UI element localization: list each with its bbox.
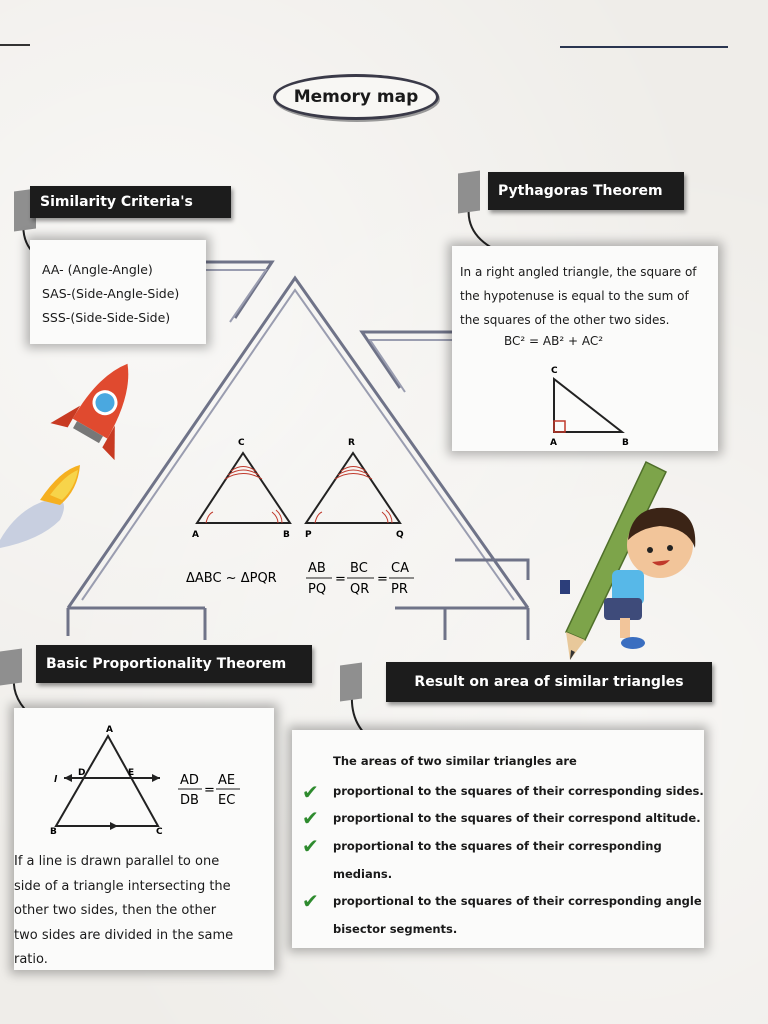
boy-with-pencil-icon [560,462,695,660]
triangle-pqr [306,453,400,523]
pyth-vertex-c: C [551,366,558,376]
bpt-ratio-d2: EC [218,793,236,808]
ratio2-num: BC [350,561,368,576]
bpt-ratio-d1: DB [180,793,199,808]
bpt-vertex-b: B [50,827,57,837]
bpt-line-3: other two sides, then the other [14,903,217,918]
pythagoras-banner: Pythagoras Theorem [488,172,684,210]
bpt-banner: Basic Proportionality Theorem [36,645,312,683]
result-item-2: proportional to the squares of their correspond altitude. [333,811,701,825]
result-item-3-cont: medians. [333,867,393,881]
pythagoras-line-1: In a right angled triangle, the square of [460,265,697,279]
result-tab [340,662,362,701]
bpt-tab [0,648,22,685]
similarity-item-sas: SAS-(Side-Angle-Side) [42,286,180,301]
ratio1-num: AB [308,561,326,576]
equals-1: = [335,572,346,587]
bpt-line-2: side of a triangle intersecting the [14,878,231,894]
result-item-3: proportional to the squares of their corresponding [333,839,662,853]
pythagoras-line-3: the squares of the other two sides. [460,313,670,327]
pythagoras-card [452,246,718,451]
bpt-equals: = [204,783,215,798]
pythagoras-formula: BC² = AB² + AC² [504,334,604,348]
rocket-icon [0,345,160,548]
triangle-abc [197,453,290,523]
tri2-right-label: Q [396,530,404,540]
check-icon: ✔ [302,780,319,804]
ratio2-den: QR [350,582,370,597]
tri2-left-label: P [305,530,312,540]
check-icon: ✔ [302,806,319,830]
tri1-right-label: B [283,530,290,540]
bpt-ratio-n2: AE [218,773,236,788]
right-triangle-diagram [452,246,718,451]
bpt-ratio-n1: AD [180,773,199,788]
similarity-card [30,240,206,344]
bpt-diagram [14,708,274,848]
bpt-line-l: l [54,775,58,785]
tri2-top-label: R [348,438,355,448]
bpt-statement [14,850,274,973]
page-title: Memory map [273,74,439,120]
check-icon: ✔ [302,889,319,913]
similarity-item-sss: SSS-(Side-Side-Side) [42,310,171,325]
tri1-top-label: C [238,438,245,448]
pythagoras-tab [458,170,480,213]
ratio3-num: CA [391,561,409,576]
bpt-line-5: ratio. [14,952,48,967]
result-item-4-cont: bisector segments. [333,922,458,936]
bpt-point-d: D [78,768,86,778]
check-icon: ✔ [302,834,319,858]
similarity-item-aa: AA- (Angle-Angle) [42,262,153,277]
result-item-4: proportional to the squares of their corresponding angle [333,894,702,908]
result-item-1: proportional to the squares of their corresponding sides. [333,784,704,798]
pythagoras-line-2: the hypotenuse is equal to the sum of [460,289,689,303]
equals-2: = [377,572,388,587]
ratio1-den: PQ [308,582,327,597]
result-banner: Result on area of similar triangles [386,662,712,702]
bpt-vertex-c: C [156,827,163,837]
similarity-statement: ΔABC ~ ΔPQR [186,571,277,586]
pyth-vertex-a: A [550,438,557,448]
tri1-left-label: A [192,530,199,540]
similarity-banner: Similarity Criteria's [30,186,231,218]
result-heading: The areas of two similar triangles are [333,754,577,768]
bpt-line-4: two sides are divided in the same [14,927,234,943]
bpt-point-e: E [128,768,135,778]
bpt-vertex-a: A [106,725,113,735]
pyth-vertex-b: B [622,438,629,448]
bpt-line-1: If a line is drawn parallel to one [14,854,220,869]
ratio3-den: PR [391,582,408,597]
